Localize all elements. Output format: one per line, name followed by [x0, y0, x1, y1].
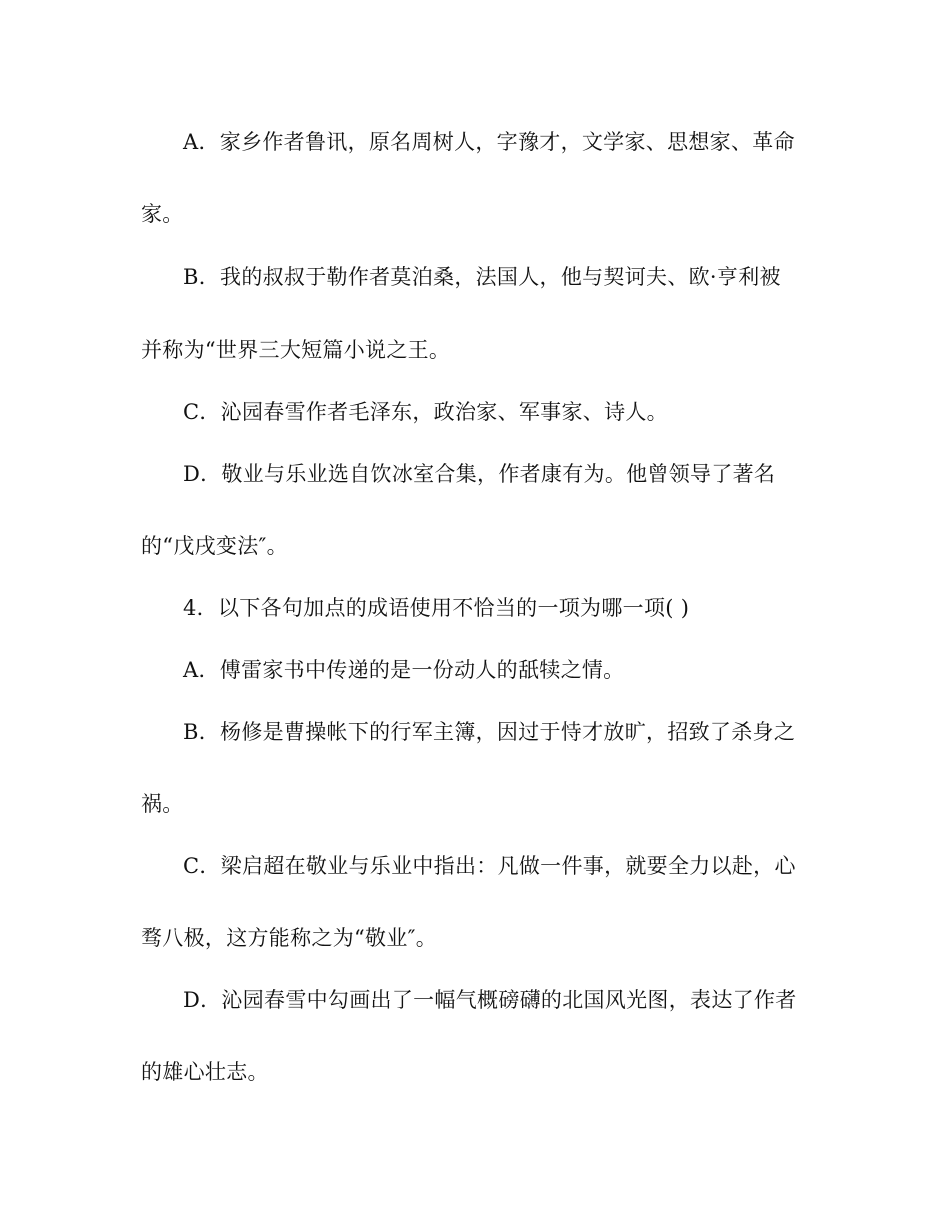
q4-option-d-line-2: 的雄心壮志。 [141, 1060, 269, 1084]
option-c-line: C．沁园春雪作者毛泽东，政治家、军事家、诗人。 [183, 400, 668, 424]
question-4: 4．以下各句加点的成语使用不恰当的一项为哪一项( ) [183, 596, 690, 620]
option-d-line-2: 的“戊戌变法″。 [141, 534, 288, 558]
q4-option-d-line-1: D．沁园春雪中勾画出了一幅气概磅礴的北国风光图，表达了作者 [183, 988, 797, 1012]
option-d-line-1: D．敬业与乐业选自饮冰室合集，作者康有为。他曾领导了著名 [183, 462, 776, 486]
q4-option-b-line-2: 祸。 [141, 792, 184, 816]
option-a-line-2: 家。 [141, 202, 184, 226]
q4-option-b-line-1: B．杨修是曹操帐下的行军主簿，因过于恃才放旷，招致了杀身之 [183, 720, 796, 744]
option-a-line-1: A．家乡作者鲁讯，原名周树人，字豫才，文学家、思想家、革命 [183, 130, 795, 154]
q4-option-a: A．傅雷家书中传递的是一份动人的舐犊之情。 [183, 658, 625, 682]
q4-option-c-line-1: C．梁启超在敬业与乐业中指出：凡做一件事，就要全力以赴，心 [183, 854, 796, 878]
q4-option-c-line-2: 骛八极，这方能称之为“敬业″。 [141, 926, 438, 950]
option-b-line-2: 并称为“世界三大短篇小说之王。 [141, 338, 451, 362]
option-b-line-1: B．我的叔叔于勒作者莫泊桑，法国人，他与契诃夫、欧·亨利被 [183, 265, 781, 289]
